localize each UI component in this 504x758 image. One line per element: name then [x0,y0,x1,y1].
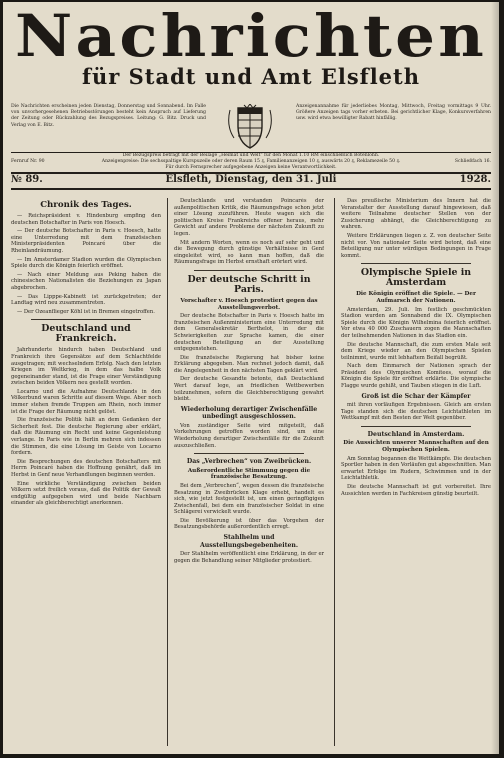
paragraph: Von zuständiger Seite wird mitgeteilt, daß Vorkehrungen getroffen worden sind, um eine Wiederholung derartiger Zwischenfälle für die Zukunft auszuschließen. [174,422,324,449]
paragraph: Locarno und die Aufnahme Deutschlands in den Völkerbund waren Schritte auf diesem Wege. Aber noch immer stehen fremde Truppen am Rhein, noch immer ist die Frage der Räumung nicht gelöst. [11,388,161,415]
paragraph: Weitere Erklärungen liegen z. Z. von deutscher Seite nicht vor. Von nationaler Seite wird betont, daß eine Beteiligung nur unter würdigen Bedingungen in Frage kommt. [341,232,491,259]
divider-rule-thick [11,188,491,190]
po-box: Schließfach 16. [454,159,491,164]
issue-year: 1928. [459,174,491,185]
paragraph: Mit andern Worten, wenn es noch auf sehr geht und die Bewegung durch günstige Verhältnisse in Genf eingeleitet wird, so kann man hoffen, daß die Räumungsfrage im Herbst ernsthaft erörtert wird. [174,239,324,266]
paragraph: Der deutsche Botschafter in Paris v. Hoesch hatte im französischen Außenministerium eine Unterredung mit dem Generalsekretär Berthelot, in der die Schwierigkeiten zur Sprache kamen, die einer deutschen Beteiligung an der Ausstellung entgegenstehen. [174,313,324,353]
paragraph: Am Sonntag begannen die Wettkämpfe. Die deutschen Sportler haben in den Vorläufen gut abgeschnitten. Man erwartet Erfolge im Rudern, Schwimmen und in der Leichtathletik. [341,455,491,482]
heading-stahlhelm: Stahlhelm und Ausstellungsbegebenheiten. [199,534,299,549]
column-rule [334,198,335,746]
paragraph: — Der Ozeanflieger Köhl ist in Bremen eingetroffen. [17,308,155,315]
divider [361,263,471,264]
dateline [11,173,491,187]
ad-prices: Anzeigenpreise: Die sechsspaltige Kurspuzeile oder deren Raum 15 ₰, Familienanzeigen 10 ₰, auswärts 20 ₰, Reklamezeile 50 ₰. [101,159,401,164]
subheading-paris: Vorschafter v. Hoesch protestiert gegen das Ausstellungsverbot. [180,297,318,311]
paragraph: Der Stahlhelm veröffentlicht eine Erklärung, in der er gegen die Behandlung seiner Mitglieder protestiert. [174,551,324,564]
phone-number: Fernruf Nr. 90 [11,159,45,164]
subheading-olympia: Die Königin eröffnet die Spiele. — Der Aufmarsch der Nationen. [356,291,476,304]
paragraph: — Im Amsterdamer Stadion wurden die Olympischen Spiele durch die Königin feierlich eröffnet. [11,256,161,270]
masthead [11,2,491,89]
paragraph: — Das Lipppe-Kabinett ist zurückgetreten; der Landtag wird neu zusammentreten. [11,293,161,307]
footnote-line: Für durch Fernsprecher aufgegebene Anzeigen keine Verantwortlichkeit. [165,165,337,170]
paragraph: — Reichspräsident v. Hindenburg empfing den deutschen Botschafter in Paris von Hoesch. [11,213,161,226]
heading-verbrechen: Das „Verbrechen“ von Zweibrücken. [186,458,312,466]
paragraph: — Der deutsche Botschafter in Paris v. Hoesch, hatte eine Unterredung mit dem französischen Ministerpräsidenten Poincaré über die Rheinlandräumung. [11,228,161,254]
paragraph: Deutschlands und verstanden Poincarés der außenpolitischen Kritik, die Räumungsfrage schon jetzt einer Lösung zuzuführen. Heute wagen sich die politischen Kreise Frankreichs offener heraus, mehr Gewicht auf andere Probleme der nächsten Zukunft zu legen. [174,198,324,237]
heading-deutschland: Deutschland und Frankreich. [41,323,131,345]
newspaper-page [3,2,499,754]
paragraph: Der deutsche Gesandte betonte, daß Deutschland Wert darauf lege, an friedlichen Wettbewerben teilzunehmen, sofern die Gleichberechtigung gewahrt bleibt. [174,376,324,403]
heading-paris: Der deutsche Schritt in Paris. [187,273,311,295]
paragraph: Die Besprechungen des deutschen Botschafters mit Herrn Poincaré haben die Hoffnung genährt, daß im Herbst in Genf neue Verhandlungen beginnen werden. [11,458,161,478]
column-2 [174,198,324,746]
info-left: Die Nachrichten erscheinen jeden Dienstag, Donnerstag und Sonnabend. Im Falle von unvorhergesehenen Betriebsstörungen besteht kein Anspruch auf Lieferung der Zeitung oder Rückzahlung des Bezugspreises. Leitung: G. Bitz. Druck und Verlag von E. Bitz. [11,104,206,128]
heading-wiederholung: Wiederholung derartiger Zwischenfälle unbedingt ausgeschlossen. [180,405,318,421]
masthead-subtitle: für Stadt und Amt Elsfleth [81,64,421,89]
paragraph: Die Bevölkerung ist über das Vorgehen der Besatzungsbehörde außerordentlich erregt. [174,517,324,531]
paragraph: Amsterdam, 29. Juli. Im festlich geschmückten Stadion wurden am Sonnabend die IX. Olympischen Spiele durch die Königin Wilhelmina feierlich eröffnet. Vor etwa 40 000 Zuschauern zogen die Mannschaften der teilnehmenden Nationen in das Stadion ein. [341,306,491,339]
place-date: Elsfleth, Dienstag, den 31. Juli [165,174,337,185]
paragraph: Die französische Regierung hat bisher keine Erklärung abgegeben. Man rechnet jedoch damit, daß die Angelegenheit in den nächsten Tagen geklärt wird. [174,354,324,374]
info-right: Anzeigenannahme für jederliebes Montag, Mittwoch, Freitag vormittags 9 Uhr. Größere Anzeigen tags vorher erbeten. Bei gerichtlicher Klage, Konkursverfahren usw. wird etwa bewilligter Rabatt hinfällig. [296,104,491,122]
paragraph: mit ihren vorläufigen Ergebnissen. Gleich am ersten Tage standen sich die deutschen Leichtathleten im Wettkampf mit den Besten der Welt gegenüber. [341,402,491,422]
divider [361,426,471,427]
subscription-line: Der Bezugspreis beträgt mit der Beilage „Heimat und Welt“ für den Monat 1.10 RM einschließlich Botenlohn. [122,153,380,158]
coat-of-arms-icon [224,104,276,150]
info-row [11,104,491,150]
paragraph: Bei dem „Verbrechen“, wegen dessen die französische Besatzung in Zweibrücken Klage erhebt, handelt es sich, wie jetzt festgestellt ist, um einen geringfügigen Zwischenfall, bei dem ein französischer Soldat in eine Schlägerei verwickelt wurde. [174,482,324,516]
divider [194,453,304,454]
column-rule [167,198,168,746]
issue-number: № 89. [11,174,43,185]
heading-amsterdam: Deutschland in Amsterdam. [367,430,465,438]
paragraph: Eine wirkliche Verständigung zwischen beiden Völkern setzt freilich voraus, daß die Politik der Gewalt endgültig aufgegeben wird und beide Nachbarn einander als gleichberechtigt anerkennen. [11,480,161,507]
heading-chronik: Chronik des Tages. [40,200,132,210]
divider [194,270,304,271]
paragraph: Die deutsche Mannschaft, die zum ersten Male seit dem Kriege wieder an den Olympischen Spielen teilnimmt, wurde mit lebhaftem Beifall begrüßt. [341,341,491,361]
divider [31,319,141,320]
masthead-title: Nachrichten [15,2,487,70]
paragraph: Das preußische Ministerium des Innern hat die Veranstalter der Ausstellung darauf hingewiesen, daß weitere Teilnahme deutscher Stellen von der Zusicherung abhängt, die Gleichberechtigung zu wahren. [341,198,491,231]
subheading-verbrechen: Außerordentliche Stimmung gegen die französische Besatzung. [187,467,311,481]
heading-schar: Groß ist die Schar der Kämpfer [361,392,471,400]
column-1 [11,198,161,746]
paragraph: Jahrhunderte hindurch haben Deutschland und Frankreich ihre Gegensätze auf dem Schlachtfelde ausgetragen; mit wechselndem Erfolg. Nach den letzten Kriegen im Weltkrieg, in dem das halbe Volk gegeneinander stand, ist die Frage einer Verständigung zwischen beiden Völkern neu gestellt worden. [11,347,161,387]
paragraph: — Nach einer Meldung aus Peking haben die chinesischen Nationalisten die Beziehungen zu Japan abgebrochen. [11,271,161,291]
paragraph: Die französische Politik hält an dem Gedanken der Sicherheit fest. Die deutsche Regierung aber erklärt, daß die Räumung ein Recht und keine Gegenleistung verlange. In Paris wie in Berlin mehren sich indessen die Stimmen, die eine Lösung im Geiste von Locarno fordern. [11,417,161,457]
column-3 [341,198,491,746]
subheading-amsterdam: Die Aussichten unserer Mannschaften auf den Olympischen Spielen. [343,440,489,454]
paragraph: Die deutsche Mannschaft ist gut vorbereitet. Ihre Aussichten werden in Fachkreisen günstig beurteilt. [341,484,491,497]
paragraph: Nach dem Einmarsch der Nationen sprach der Präsident des Olympischen Komitees, worauf die Königin die Spiele für eröffnet erklärte. Die olympische Flagge wurde gehißt, und Tauben stiegen in die Luft. [341,363,491,390]
heading-olympia: Olympische Spiele in Amsterdam [360,267,472,289]
